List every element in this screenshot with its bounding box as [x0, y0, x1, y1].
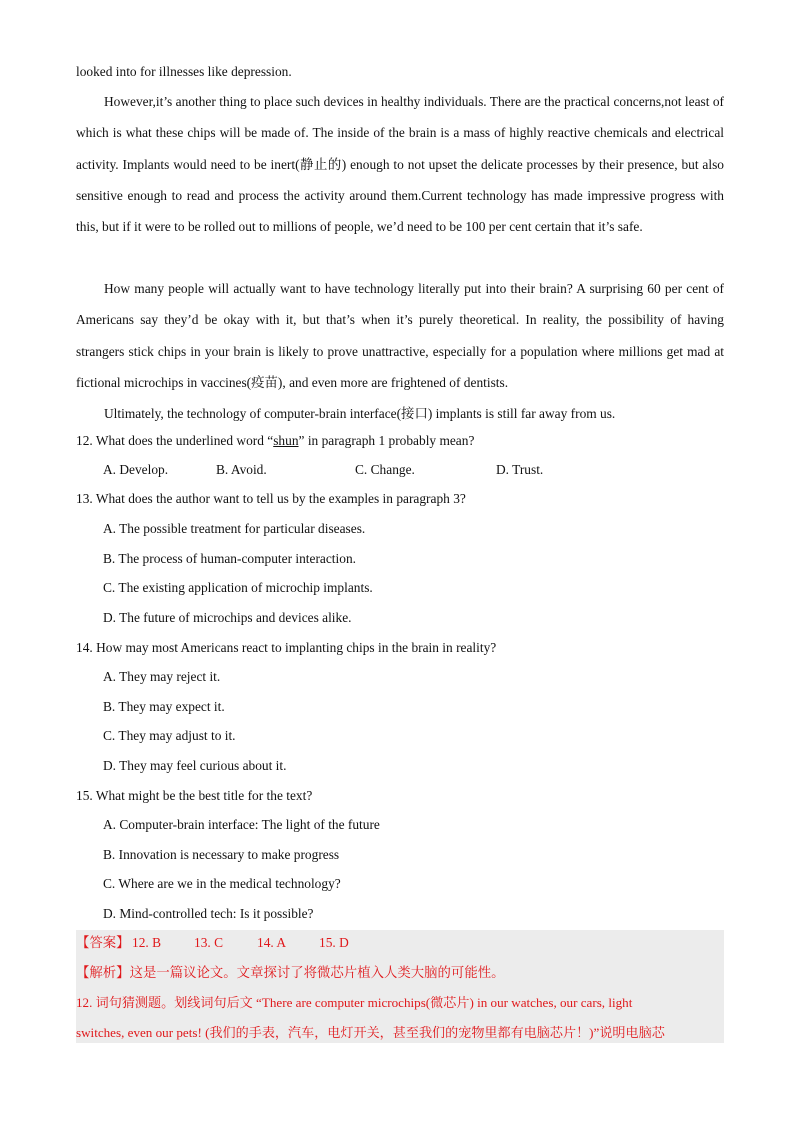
- question-15-option-b: B. Innovation is necessary to make progress: [103, 847, 340, 862]
- answer-13: 13. C: [194, 935, 224, 950]
- passage-paragraph-2: However,it’s another thing to place such devices in healthy individuals. There are the practical concerns,not least of which is what these chips will be made of. The inside of the brain is a mass of highly reactive chemicals and electrical activity. Implants would need to be inert(静止的) enough to not upset the delicate processes by their presence, but also sensitive enough to read and process the activity around them.Current technology has made impressive progress with this, but if it were to be rolled out to millions of people, we’d need to be 100 per cent certain that it’s safe.: [76, 94, 724, 235]
- analysis-detail-line-1: 12. 词句猜测题。划线词句后文 “There are computer microchips(微芯片) in our watches, our cars, light: [76, 995, 633, 1010]
- question-12-stem-before: 12. What does the underlined word “: [76, 433, 274, 448]
- question-12-option-c: C. Change.: [355, 462, 415, 477]
- question-12-option-b: B. Avoid.: [216, 462, 267, 477]
- passage-paragraph-3: How many people will actually want to have technology literally put into their brain? A surprising 60 per cent of Americans say they’d be okay with it, but that’s when it’s purely theoretical. In reality, the possibility of having strangers stick chips in your brain is likely to prove unattractive, especially for a population where millions get mad at fictional microchips in vaccines(疫苗), and even more are frightened of dentists.: [76, 281, 724, 390]
- passage-paragraph-fragment: looked into for illnesses like depression.: [76, 64, 292, 79]
- question-14-option-b: B. They may expect it.: [103, 699, 225, 714]
- analysis-line: [76, 964, 505, 982]
- question-12-option-a: A. Develop.: [103, 462, 169, 477]
- question-13-option-a: A. The possible treatment for particular diseases.: [103, 521, 366, 536]
- question-15-option-a: A. Computer-brain interface: The light of the future: [103, 817, 380, 832]
- analysis-detail-line-2: switches, even our pets! (我们的手表，汽车，电灯开关，甚至我们的宠物里都有电脑芯片！)”说明电脑芯: [76, 1025, 665, 1040]
- answer-15: 15. D: [319, 935, 349, 950]
- question-13-option-c: C. The existing application of microchip implants.: [103, 580, 373, 595]
- question-15-stem: 15. What might be the best title for the text?: [76, 788, 313, 803]
- question-13-option-b: B. The process of human-computer interaction.: [103, 551, 356, 566]
- question-12-stem: [76, 432, 474, 450]
- question-14-stem: 14. How may most Americans react to implanting chips in the brain in reality?: [76, 640, 497, 655]
- question-15-option-d: D. Mind-controlled tech: Is it possible?: [103, 906, 314, 921]
- underlined-word: shun: [273, 433, 299, 448]
- answer-12: 12. B: [132, 935, 162, 950]
- question-13-stem: 13. What does the author want to tell us by the examples in paragraph 3?: [76, 491, 466, 506]
- question-12-stem-after: ” in paragraph 1 probably mean?: [298, 433, 475, 448]
- question-12-option-d: D. Trust.: [496, 462, 544, 477]
- answer-14: 14. A: [257, 935, 287, 950]
- answer-key-row: [76, 934, 724, 952]
- answer-label: 【答案】: [76, 935, 130, 950]
- analysis-text: 这是一篇议论文。文章探讨了将微芯片植入人类大脑的可能性。: [129, 965, 505, 980]
- question-14-option-a: A. They may reject it.: [103, 669, 221, 684]
- passage-paragraph-4: Ultimately, the technology of computer-brain interface(接口) implants is still far away from us.: [104, 406, 616, 421]
- question-13-option-d: D. The future of microchips and devices alike.: [103, 610, 352, 625]
- question-15-option-c: C. Where are we in the medical technology?: [103, 876, 341, 891]
- question-14-option-d: D. They may feel curious about it.: [103, 758, 287, 773]
- question-14-option-c: C. They may adjust to it.: [103, 728, 236, 743]
- analysis-label: 【解析】: [76, 965, 130, 980]
- question-12-options: [103, 461, 563, 479]
